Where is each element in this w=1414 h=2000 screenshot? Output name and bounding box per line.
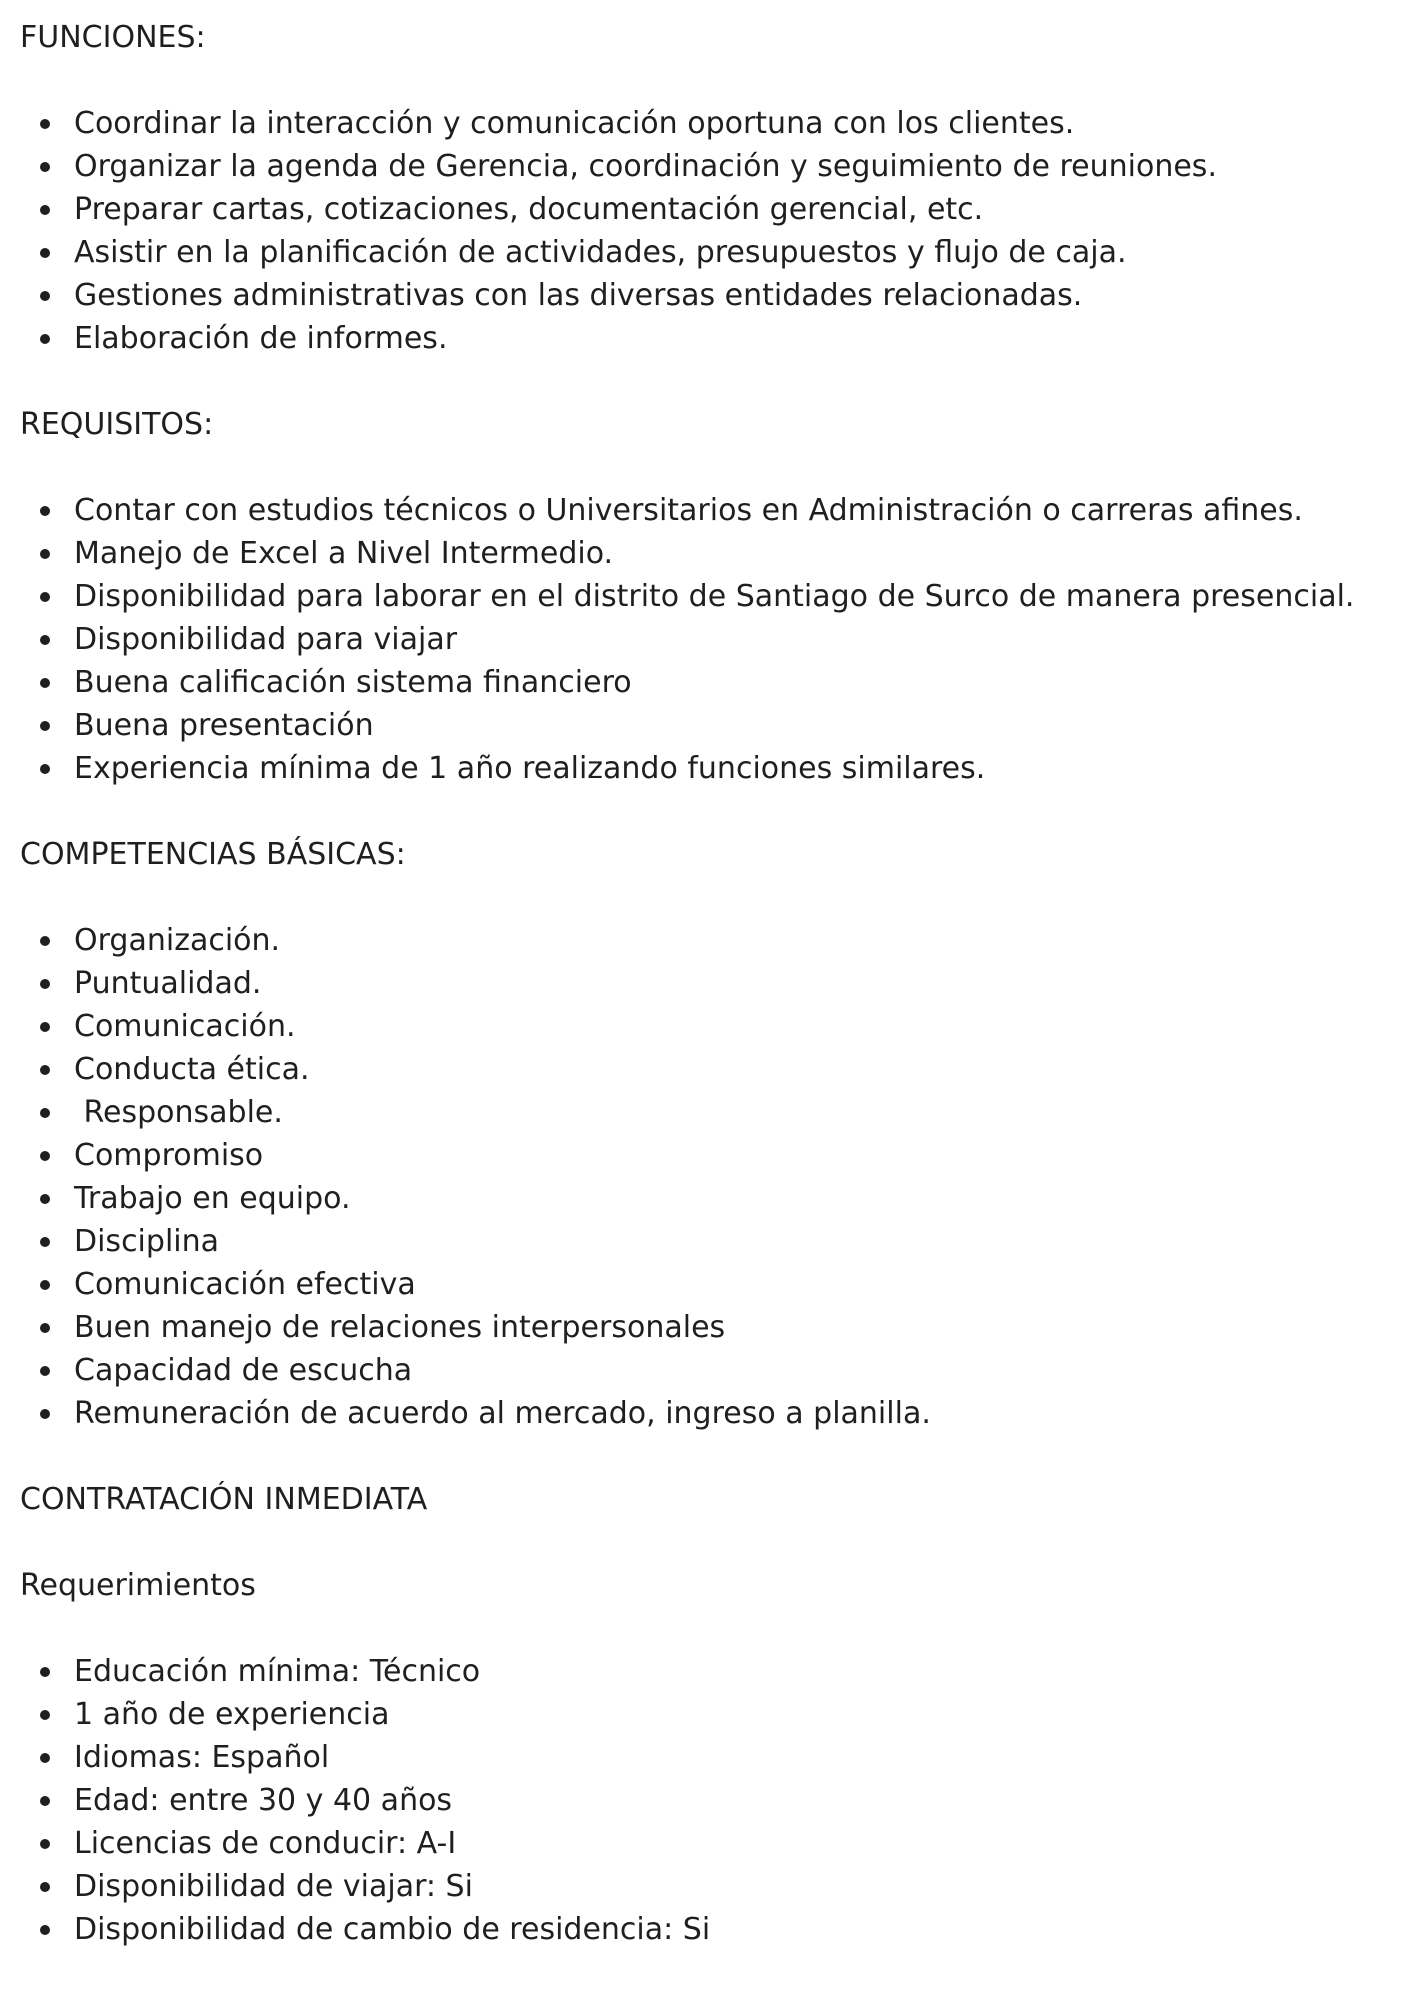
contratacion-heading: CONTRATACIÓN INMEDIATA bbox=[20, 1482, 428, 1517]
list-item: Organizar la agenda de Gerencia, coordinación y seguimiento de reuniones. bbox=[20, 145, 1414, 188]
list-item: Preparar cartas, cotizaciones, documentación gerencial, etc. bbox=[20, 188, 1414, 231]
competencias-heading: COMPETENCIAS BÁSICAS: bbox=[20, 837, 406, 872]
list-item: Capacidad de escucha bbox=[20, 1349, 1414, 1392]
list-item: Puntualidad. bbox=[20, 962, 1414, 1005]
contratacion-section bbox=[20, 1478, 1414, 1564]
list-item: Edad: entre 30 y 40 años bbox=[20, 1779, 1414, 1822]
list-item: 1 año de experiencia bbox=[20, 1693, 1414, 1736]
competencias-list bbox=[20, 919, 1414, 1435]
requisitos-heading: REQUISITOS: bbox=[20, 407, 214, 442]
list-item: Gestiones administrativas con las diversas entidades relacionadas. bbox=[20, 274, 1414, 317]
list-item: Manejo de Excel a Nivel Intermedio. bbox=[20, 532, 1414, 575]
requerimientos-heading: Requerimientos bbox=[20, 1568, 256, 1603]
list-item: Idiomas: Español bbox=[20, 1736, 1414, 1779]
list-item: Trabajo en equipo. bbox=[20, 1177, 1414, 1220]
list-item: Remuneración de acuerdo al mercado, ingreso a planilla. bbox=[20, 1392, 1414, 1435]
funciones-heading: FUNCIONES: bbox=[20, 20, 206, 55]
list-item: Comunicación. bbox=[20, 1005, 1414, 1048]
list-item: Educación mínima: Técnico bbox=[20, 1650, 1414, 1693]
list-item: Buena calificación sistema financiero bbox=[20, 661, 1414, 704]
list-item: Disciplina bbox=[20, 1220, 1414, 1263]
list-item: Responsable. bbox=[20, 1091, 1414, 1134]
list-item: Licencias de conducir: A-I bbox=[20, 1822, 1414, 1865]
list-item: Asistir en la planificación de actividades, presupuestos y flujo de caja. bbox=[20, 231, 1414, 274]
requisitos-list bbox=[20, 489, 1414, 790]
funciones-list bbox=[20, 102, 1414, 360]
competencias-section bbox=[20, 833, 1414, 1478]
funciones-section bbox=[20, 16, 1414, 403]
list-item: Compromiso bbox=[20, 1134, 1414, 1177]
list-item: Organización. bbox=[20, 919, 1414, 962]
list-item: Disponibilidad de viajar: Si bbox=[20, 1865, 1414, 1908]
list-item: Elaboración de informes. bbox=[20, 317, 1414, 360]
list-item: Buen manejo de relaciones interpersonales bbox=[20, 1306, 1414, 1349]
requerimientos-list bbox=[20, 1650, 1414, 1951]
list-item: Disponibilidad de cambio de residencia: Si bbox=[20, 1908, 1414, 1951]
requerimientos-section bbox=[20, 1564, 1414, 1951]
list-item: Coordinar la interacción y comunicación oportuna con los clientes. bbox=[20, 102, 1414, 145]
list-item: Conducta ética. bbox=[20, 1048, 1414, 1091]
list-item: Comunicación efectiva bbox=[20, 1263, 1414, 1306]
list-item: Disponibilidad para viajar bbox=[20, 618, 1414, 661]
requisitos-section bbox=[20, 403, 1414, 833]
list-item: Experiencia mínima de 1 año realizando funciones similares. bbox=[20, 747, 1414, 790]
list-item: Contar con estudios técnicos o Universitarios en Administración o carreras afines. bbox=[20, 489, 1414, 532]
list-item: Buena presentación bbox=[20, 704, 1414, 747]
list-item: Disponibilidad para laborar en el distrito de Santiago de Surco de manera presencial. bbox=[20, 575, 1414, 618]
